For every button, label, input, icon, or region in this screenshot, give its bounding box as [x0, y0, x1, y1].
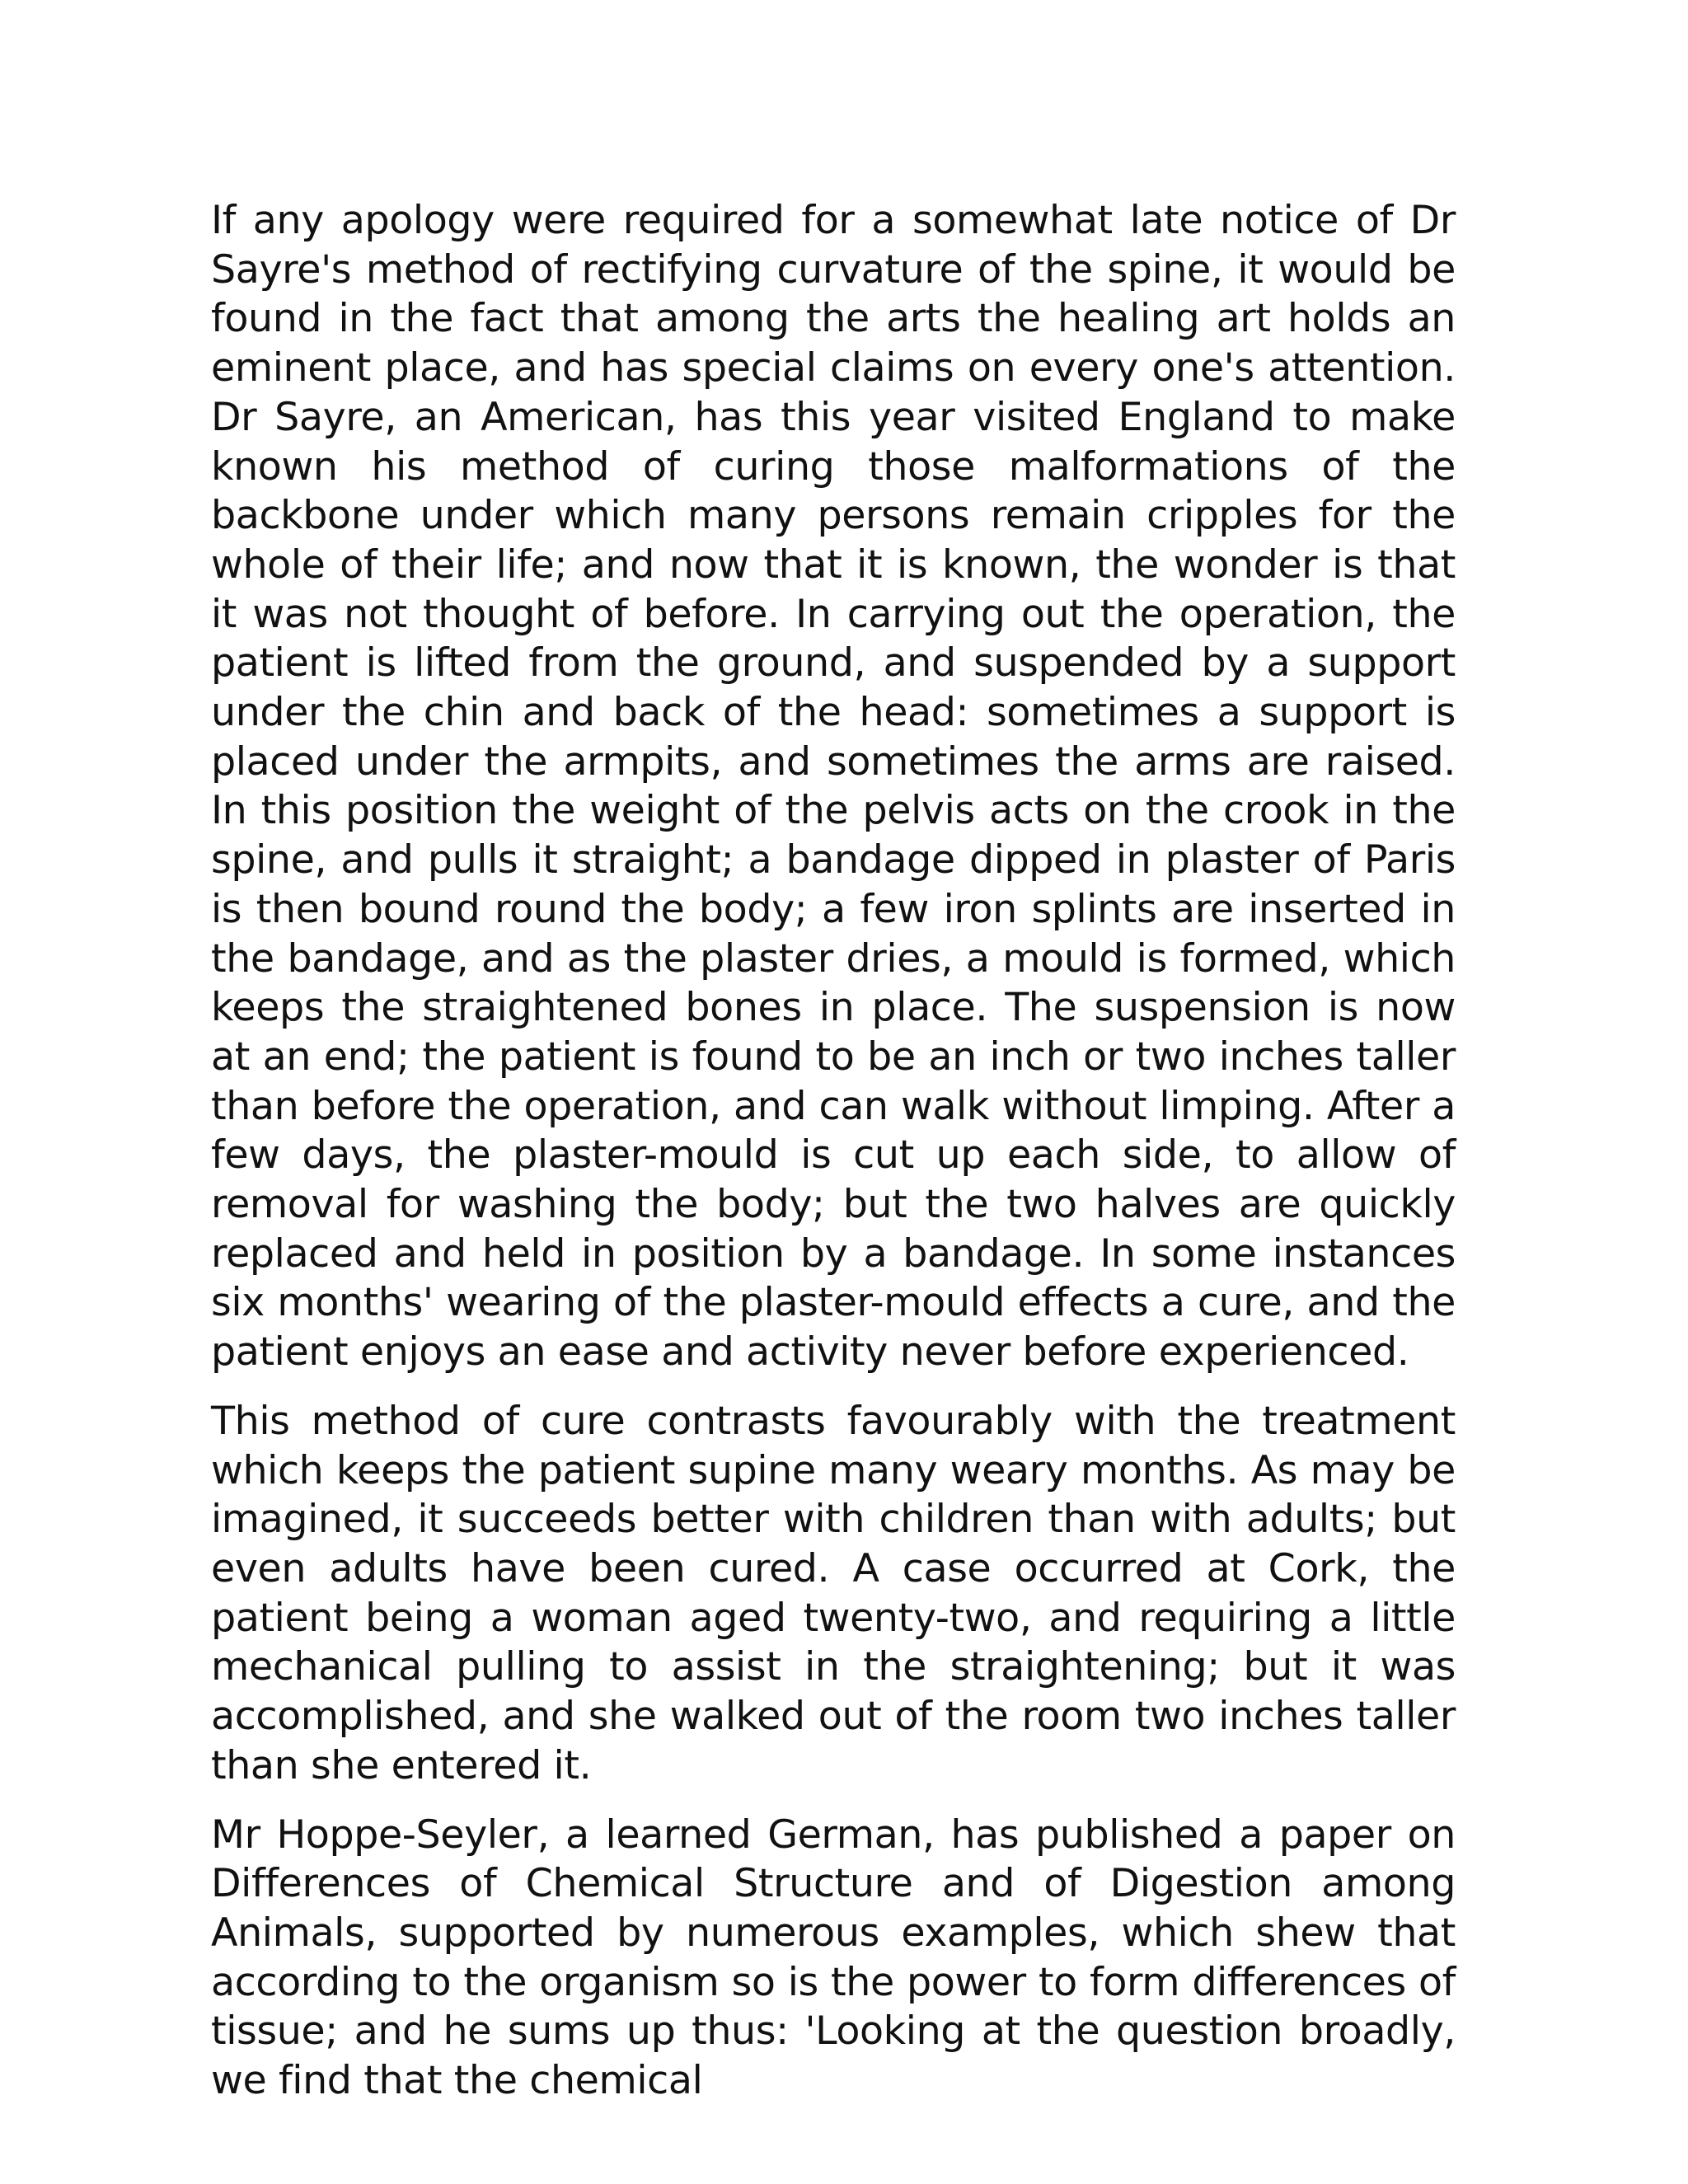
paragraph-sayre-method: If any apology were required for a somewhat late notice of Dr Sayre's method of rectifying curvature of the spine, it would be found in the fact that among the arts the healing art holds an eminent place, and has special claims on every one's attention. Dr Sayre, an American, has this year visited England to make known his method of curing those malformations of the backbone under which many persons remain cripples for the whole of their life; and now that it is known, the wonder is that it was not thought of before. In carrying out the operation, the patient is lifted from the ground, and suspended by a support under the chin and back of the head: sometimes a support is placed under the armpits, and sometimes the arms are raised. In this position the weight of the pelvis acts on the crook in the spine, and pulls it straight; a bandage dipped in plaster of Paris is then bound round the body; a few iron splints are inserted in the bandage, and as the plaster dries, a mould is formed, which keeps the straightened bones in place. The suspension is now at an end; the patient is found to be an inch or two inches taller than before the operation, and can walk without limping. After a few days, the plaster-mould is cut up each side, to allow of removal for washing the body; but the two halves are quickly replaced and held in position by a bandage. In some instances six months' wearing of the plaster-mould effects a cure, and the patient enjoys an ease and activity never before experienced. — [211, 198, 1456, 1376]
document-page — [211, 196, 1456, 2125]
paragraph-cure-contrast: This method of cure contrasts favourably with the treatment which keeps the patient supine many weary months. As may be imagined, it succeeds better with children than with adults; but even adults have been cured. A case occurred at Cork, the patient being a woman aged twenty-two, and requiring a little mechanical pulling to assist in the straightening; but it was accomplished, and she walked out of the room two inches taller than she entered it. — [211, 1398, 1456, 1788]
paragraph-hoppe-seyler: Mr Hoppe-Seyler, a learned German, has published a paper on Differences of Chemical Structure and of Digestion among Animals, supported by numerous examples, which shew that according to the organism so is the power to form differences of tissue; and he sums up thus: 'Looking at the question broadly, we find that the chemical — [211, 1811, 1456, 2104]
